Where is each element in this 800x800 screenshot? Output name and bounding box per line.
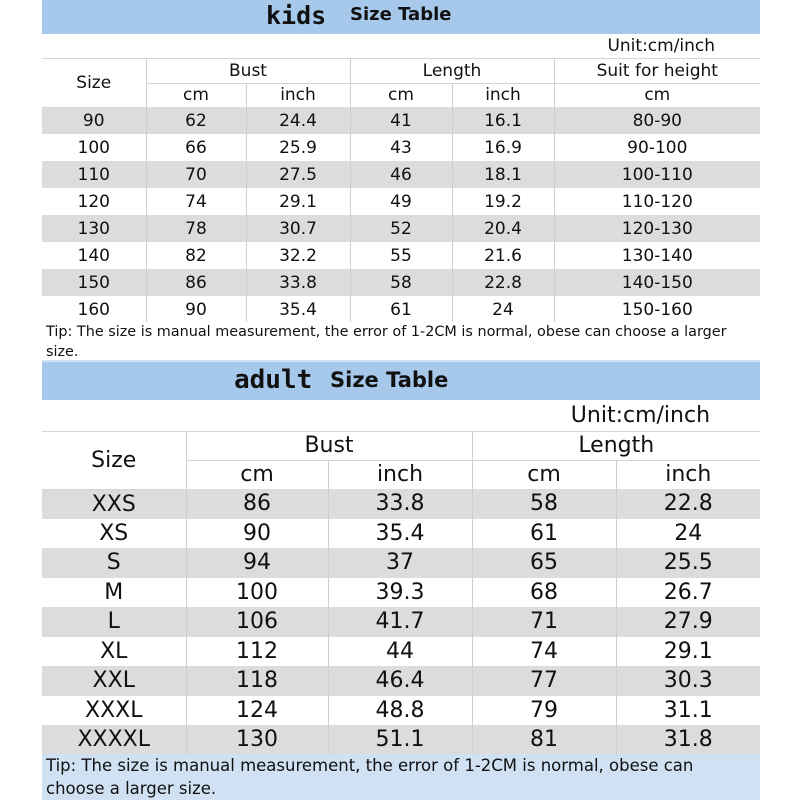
adult-title-banner — [42, 362, 760, 400]
size-cell: 110 — [42, 161, 146, 188]
measurement-cell: 46.4 — [328, 666, 472, 696]
measurement-cell: 41 — [350, 107, 452, 134]
table-row — [42, 296, 760, 323]
kids-length-header: Length — [350, 58, 554, 83]
measurement-cell: 22.8 — [452, 269, 554, 296]
measurement-cell: 27.5 — [246, 161, 350, 188]
size-cell: 130 — [42, 215, 146, 242]
measurement-cell: 26.7 — [663, 579, 713, 605]
table-row — [42, 666, 760, 696]
table-row — [42, 696, 760, 726]
kids-tip-note: Tip: The size is manual measurement, the error of 1-2CM is normal, obese can choose a larger size. — [42, 322, 760, 362]
measurement-cell: 32.2 — [246, 242, 350, 269]
measurement-cell: 61 — [350, 296, 452, 323]
kids-size-section — [42, 0, 760, 362]
table-row — [42, 578, 760, 608]
adult-unit-label: Unit:cm/inch — [42, 400, 760, 431]
table-row — [42, 489, 760, 519]
measurement-cell: 86 — [186, 489, 328, 519]
measurement-cell: 37 — [328, 548, 472, 578]
kids-bust-inch-header: inch — [246, 83, 350, 107]
kids-title-banner — [42, 0, 760, 34]
measurement-cell: 110-120 — [621, 191, 693, 212]
adult-size-header: Size — [42, 431, 186, 489]
adult-bust-inch-header: inch — [328, 460, 472, 489]
measurement-cell: 48.8 — [328, 696, 472, 726]
measurement-cell: 130-140 — [621, 245, 693, 266]
adult-length-cm-header: cm — [472, 460, 616, 489]
measurement-cell: 33.8 — [328, 489, 472, 519]
measurement-cell: 94 — [186, 548, 328, 578]
kids-title-label: Size Table — [350, 4, 452, 25]
measurement-cell: 44 — [328, 637, 472, 667]
measurement-cell: 30.3 — [616, 666, 760, 696]
table-row — [42, 134, 760, 161]
size-cell: XS — [42, 519, 186, 549]
size-cell: XL — [42, 637, 186, 667]
measurement-cell: 24 — [674, 520, 703, 546]
measurement-cell: 49 — [350, 188, 452, 215]
measurement-cell: 30.7 — [246, 215, 350, 242]
size-cell: 140 — [42, 242, 146, 269]
kids-unit-label: Unit:cm/inch — [42, 34, 760, 58]
measurement-cell: 80-90 — [554, 107, 760, 134]
size-cell: 100 — [42, 134, 146, 161]
table-row — [42, 215, 760, 242]
table-row — [42, 161, 760, 188]
measurement-cell: 65 — [472, 548, 616, 578]
measurement-cell: 100-110 — [554, 161, 760, 188]
measurement-cell: 58 — [350, 269, 452, 296]
measurement-cell: 51.1 — [328, 725, 472, 755]
measurement-cell: 31.1 — [663, 697, 713, 723]
measurement-cell: 79 — [472, 696, 616, 726]
measurement-cell: 71 — [472, 607, 616, 637]
measurement-cell: 46 — [350, 161, 452, 188]
measurement-cell: 55 — [350, 242, 452, 269]
size-cell: 150 — [42, 269, 146, 296]
kids-length-cm-header: cm — [350, 83, 452, 107]
size-cell: XXXXL — [42, 725, 186, 755]
measurement-cell: 16.1 — [452, 107, 554, 134]
measurement-cell: 90 — [186, 519, 328, 549]
adult-title-label: Size Table — [330, 368, 449, 392]
adult-bust-header: Bust — [186, 431, 472, 460]
measurement-cell: 43 — [350, 134, 452, 161]
measurement-cell: 90-100 — [627, 137, 688, 158]
kids-height-cm-header: cm — [644, 85, 671, 106]
measurement-cell: 29.1 — [246, 188, 350, 215]
measurement-cell: 82 — [146, 242, 246, 269]
measurement-cell: 22.8 — [616, 489, 760, 519]
table-row — [42, 269, 760, 296]
size-cell: XXL — [42, 666, 186, 696]
adult-length-inch-header: inch — [665, 462, 712, 488]
table-row — [42, 107, 760, 134]
measurement-cell: 41.7 — [328, 607, 472, 637]
measurement-cell: 106 — [186, 607, 328, 637]
measurement-cell: 25.9 — [246, 134, 350, 161]
measurement-cell: 66 — [146, 134, 246, 161]
measurement-cell: 78 — [146, 215, 246, 242]
measurement-cell: 31.8 — [616, 725, 760, 755]
table-row — [42, 637, 760, 667]
size-cell: L — [42, 607, 186, 637]
table-row — [42, 725, 760, 755]
measurement-cell: 74 — [146, 188, 246, 215]
measurement-cell: 86 — [146, 269, 246, 296]
kids-length-inch-header: inch — [452, 83, 554, 107]
table-row — [42, 607, 760, 637]
measurement-cell: 68 — [472, 578, 616, 608]
kids-size-table — [42, 34, 760, 323]
kids-size-header: Size — [42, 58, 146, 107]
adult-length-header: Length — [472, 431, 760, 460]
size-cell: 90 — [42, 107, 146, 134]
measurement-cell: 39.3 — [328, 578, 472, 608]
measurement-cell: 62 — [146, 107, 246, 134]
kids-suit-height-header: Suit for height — [554, 58, 760, 83]
adult-title-word: adult — [234, 365, 313, 395]
measurement-cell: 81 — [472, 725, 616, 755]
size-cell: M — [42, 578, 186, 608]
kids-title-word: kids — [266, 1, 327, 30]
measurement-cell: 52 — [350, 215, 452, 242]
measurement-cell: 118 — [186, 666, 328, 696]
measurement-cell: 24.4 — [246, 107, 350, 134]
measurement-cell: 112 — [186, 637, 328, 667]
measurement-cell: 27.9 — [616, 607, 760, 637]
measurement-cell: 21.6 — [452, 242, 554, 269]
kids-bust-header: Bust — [146, 58, 350, 83]
measurement-cell: 120-130 — [554, 215, 760, 242]
table-row — [42, 519, 760, 549]
measurement-cell: 19.2 — [452, 188, 554, 215]
measurement-cell: 130 — [186, 725, 328, 755]
adult-size-section — [42, 362, 760, 800]
measurement-cell: 124 — [186, 696, 328, 726]
measurement-cell: 150-160 — [621, 299, 693, 320]
measurement-cell: 35.4 — [328, 519, 472, 549]
measurement-cell: 140-150 — [554, 269, 760, 296]
size-cell: XXS — [42, 489, 186, 519]
measurement-cell: 35.4 — [246, 296, 350, 323]
size-cell: S — [42, 548, 186, 578]
adult-bust-cm-header: cm — [186, 460, 328, 489]
measurement-cell: 20.4 — [452, 215, 554, 242]
measurement-cell: 18.1 — [452, 161, 554, 188]
measurement-cell: 33.8 — [246, 269, 350, 296]
measurement-cell: 25.5 — [616, 548, 760, 578]
size-cell: XXXL — [42, 696, 186, 726]
measurement-cell: 29.1 — [663, 638, 713, 664]
table-row — [42, 188, 760, 215]
measurement-cell: 74 — [472, 637, 616, 667]
measurement-cell: 16.9 — [452, 134, 554, 161]
measurement-cell: 90 — [146, 296, 246, 323]
table-row — [42, 242, 760, 269]
kids-bust-cm-header: cm — [146, 83, 246, 107]
measurement-cell: 70 — [146, 161, 246, 188]
table-row — [42, 548, 760, 578]
measurement-cell: 61 — [472, 519, 616, 549]
measurement-cell: 100 — [186, 578, 328, 608]
measurement-cell: 58 — [472, 489, 616, 519]
adult-size-table — [42, 400, 760, 755]
measurement-cell: 77 — [472, 666, 616, 696]
adult-tip-note: Tip: The size is manual measurement, the error of 1-2CM is normal, obese can choose a larger size. — [42, 754, 760, 800]
measurement-cell: 24 — [452, 296, 554, 323]
size-cell: 120 — [42, 188, 146, 215]
size-cell: 160 — [42, 296, 146, 323]
